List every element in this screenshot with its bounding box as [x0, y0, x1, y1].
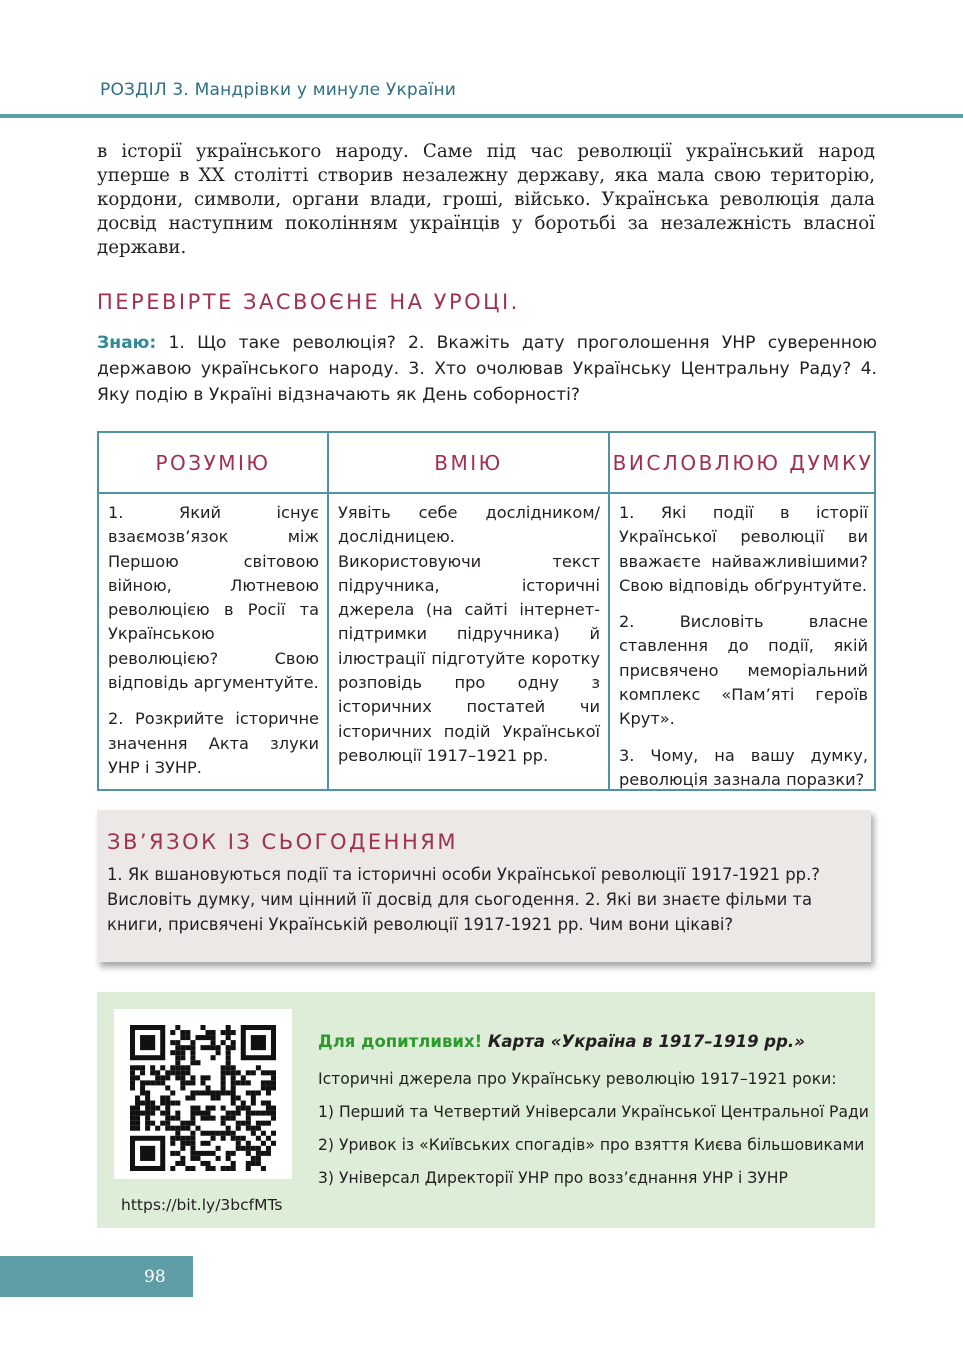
table-cell-opinion [610, 494, 876, 792]
map-title: Карта «Україна в 1917–1919 рр.» [482, 1032, 805, 1051]
tasks-table [97, 431, 876, 791]
curious-title [318, 1032, 805, 1051]
today-title: ЗВ’ЯЗОК ІЗ СЬОГОДЕННЯМ [107, 830, 458, 854]
table-task: 2. Висловіть власне ставлення до події, якій присвячено меморіальний комплекс «Пам’яті героїв Крут». [619, 612, 868, 729]
table-cell-can [329, 494, 608, 768]
table-column-can [329, 433, 610, 789]
table-column-opinion [610, 433, 876, 789]
qr-code-icon[interactable] [130, 1025, 276, 1171]
table-cell-understand [99, 494, 327, 780]
table-task: 2. Розкрийте історичне значення Акта злуки УНР і ЗУНР. [108, 709, 319, 777]
page-number: 98 [144, 1267, 166, 1287]
check-section-title: ПЕРЕВІРТЕ ЗАСВОЄНЕ НА УРОЦІ. [97, 290, 520, 314]
intro-paragraph: в історії українського народу. Саме під час революції український народ уперше в ХХ столітті створив незалежну державу, яка мала свою територію, кордони, символи, органи влади, гроші, військо. Українська революція дала досвід наступним поколінням українців у боротьбі за незалежність власної держави. [97, 141, 875, 258]
table-task: Уявіть себе дослідником/дослідницею. Використовуючи текст підручника, історичні джерела (на сайті інтернет-підтримки підручника) й ілюстрації підготуйте коротку розповідь про одну з історичних постатей чи історичних подій Української революції 1917–1921 рр. [338, 503, 600, 765]
table-header-opinion: ВИСЛОВЛЮЮ ДУМКУ [610, 433, 876, 494]
curious-label: Для допитливих! [318, 1032, 483, 1051]
section-header: РОЗДІЛ 3. Мандрівки у минуле України [100, 80, 457, 100]
today-text: 1. Як вшановуються події та історичні особи Української революції 1917-1921 рр.? Висловіть думку, чим цінний її досвід для сьогодення. 2. Які ви знаєте фільми та книги, присвячені Українській революції 1917-1921 рр. Чим вони цікаві? [107, 865, 821, 934]
table-task: 3. Чому, на вашу думку, революція зазнала поразки? [619, 745, 868, 789]
table-header-understand: РОЗУМІЮ [99, 433, 327, 494]
know-questions: 1. Що таке революція? 2. Вкажіть дату проголошення УНР суверенною державою українського народу. 3. Хто очолював Українську Центральну Раду? 4. Яку подію в Україні відзначають як День соборності? [97, 333, 877, 405]
qr-card[interactable] [114, 1009, 292, 1179]
sources-intro: Історичні джерела про Українську революцію 1917–1921 роки: [318, 1070, 837, 1088]
curious-box [97, 992, 875, 1228]
know-paragraph [97, 330, 877, 408]
qr-link[interactable]: https://bit.ly/3bcfMTs [121, 1196, 283, 1214]
table-task: 1. Які події в історії Української революції ви вважаєте найважливішими? Свою відповідь обґрунтуйте. [619, 503, 868, 595]
know-label: Знаю: [97, 333, 157, 353]
table-task: 1. Який існує взаємозв’язок між Першою світовою війною, Лютневою революцією в Росії та Українською революцією? Свою відповідь аргументуйте. [108, 503, 319, 693]
table-header-can: ВМІЮ [329, 433, 608, 494]
header-divider [0, 114, 963, 118]
table-column-understand [99, 433, 329, 789]
source-item: 1) Перший та Четвертий Універсали Української Центральної Ради [318, 1103, 869, 1121]
source-item: 2) Уривок із «Київських спогадів» про взяття Києва більшовиками [318, 1136, 865, 1154]
today-connection-box [97, 810, 871, 962]
source-item: 3) Універсал Директорії УНР про возз’єднання УНР і ЗУНР [318, 1169, 788, 1187]
